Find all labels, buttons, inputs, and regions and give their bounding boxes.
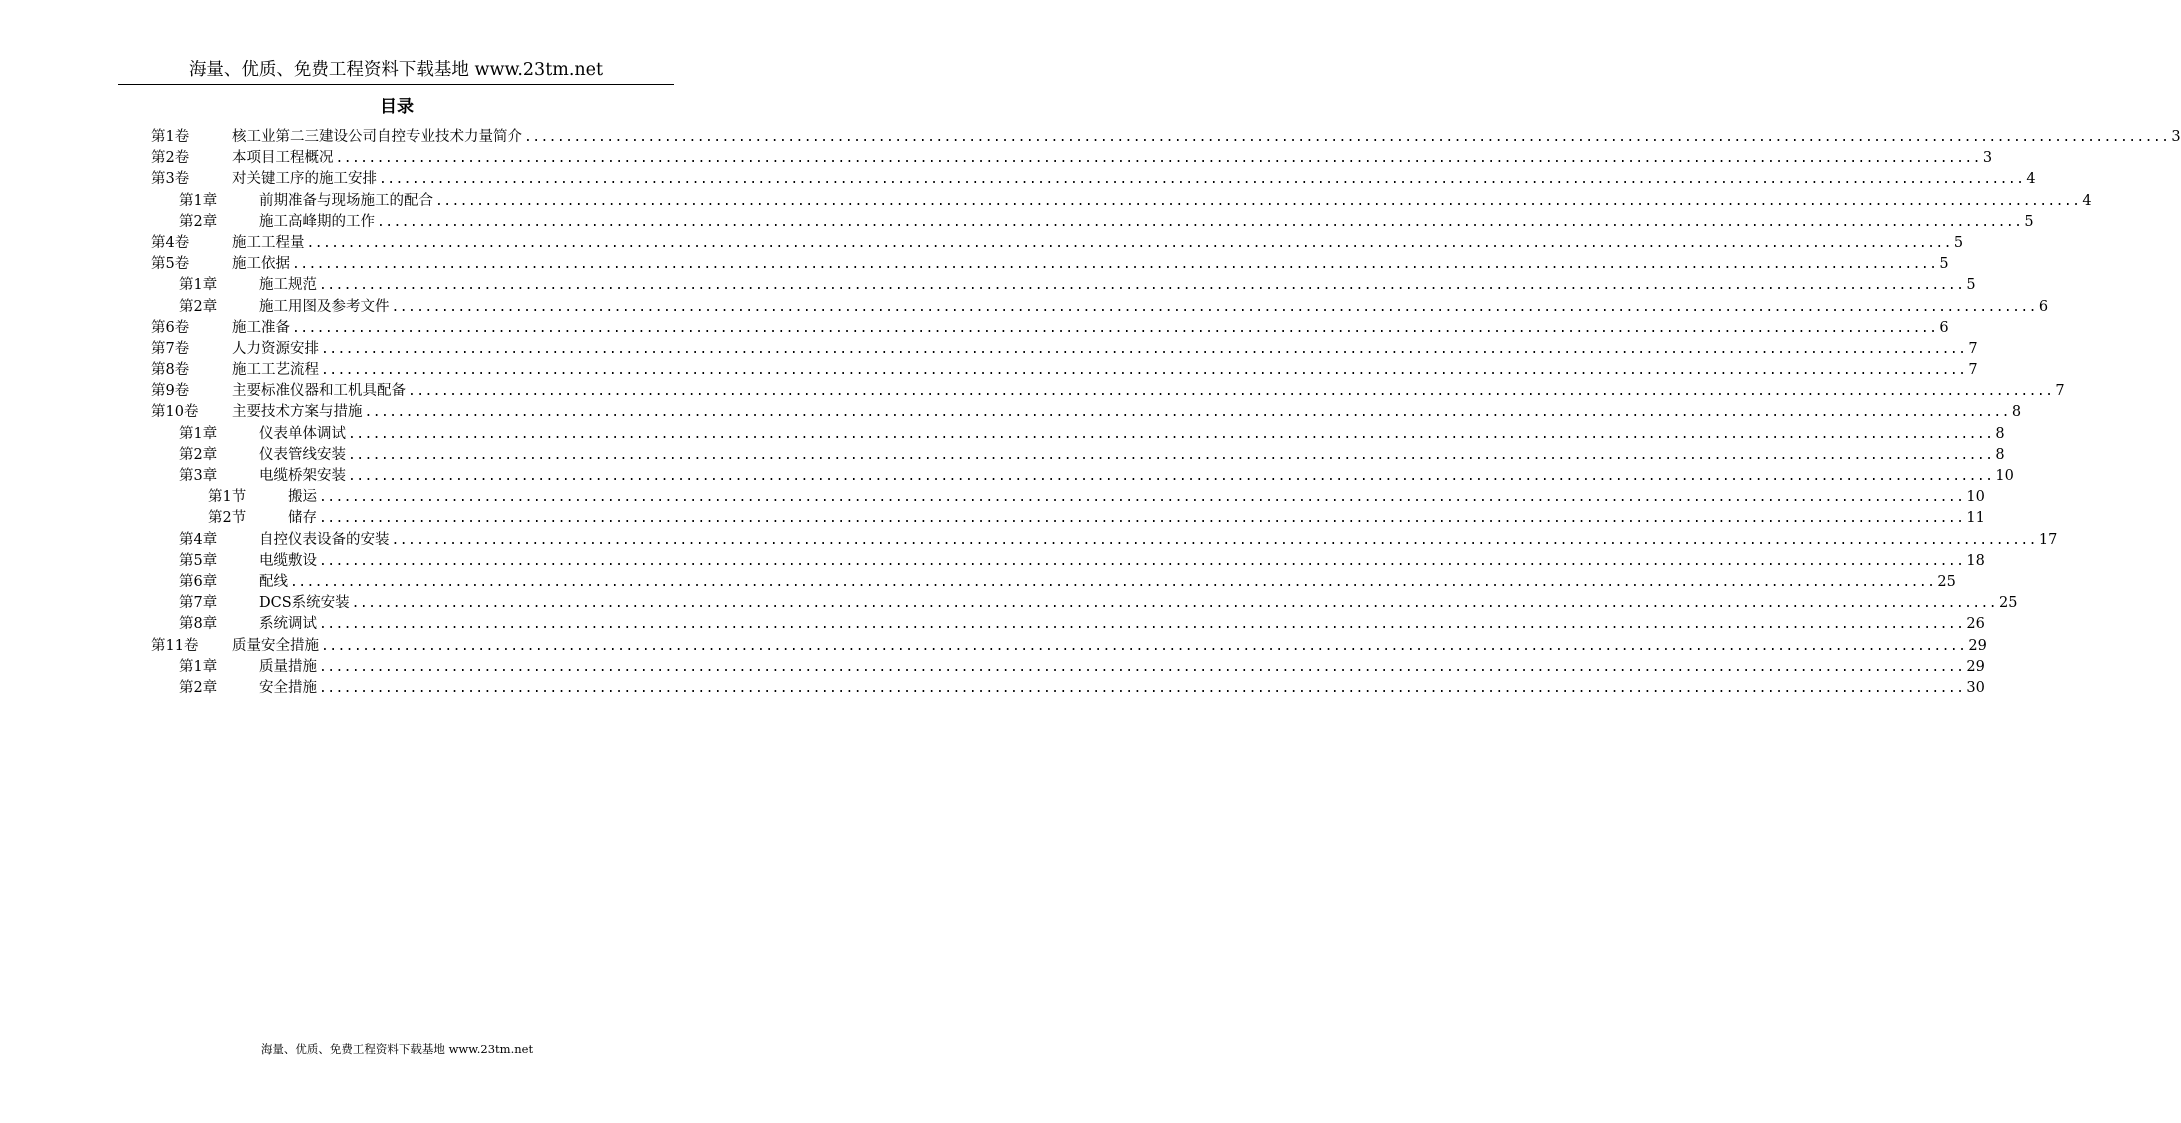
toc-entry[interactable] [0, 148, 1993, 169]
toc-leader-dots: ........................................................................................................................................................................................................ [319, 278, 1965, 294]
toc-entry-page: 25 [1999, 595, 2018, 612]
toc-entry[interactable] [0, 297, 2049, 318]
toc-entry-line [259, 466, 2014, 487]
toc-entry-line [232, 360, 1978, 381]
toc-leader-dots: ........................................................................................................................................................................................................ [524, 130, 2170, 145]
toc-entry-page: 29 [1968, 637, 1987, 654]
toc-leader-dots: ........................................................................................................................................................................................................ [351, 596, 1997, 612]
toc-entry-page: 7 [2055, 383, 2065, 400]
toc-entry-line [259, 657, 1985, 678]
toc-entry-number: 第1节 [208, 489, 247, 506]
toc-entry[interactable] [0, 572, 1956, 593]
toc-entry[interactable] [0, 402, 2022, 423]
toc-entry-line [259, 297, 2049, 318]
toc-entry-line [288, 487, 1985, 508]
toc-entry-title: 电缆敷设 [259, 552, 317, 569]
toc-entry-line [259, 678, 1985, 699]
toc-entry-title: 对关键工序的施工安排 [232, 171, 377, 188]
toc-entry-title: 核工业第二三建设公司自控专业技术力量简介 [232, 129, 522, 145]
toc-entry[interactable] [0, 339, 1978, 360]
toc-entry-page: 10 [1995, 468, 2014, 484]
toc-entry-title: 施工高峰期的工作 [259, 213, 375, 230]
toc-entry-line [259, 572, 1956, 593]
toc-entry-title: 施工规范 [259, 277, 317, 294]
toc-entry[interactable] [0, 657, 1985, 678]
toc-leader-dots: ........................................................................................................................................................................................................ [391, 299, 2037, 315]
toc-entry-line [259, 275, 1976, 296]
header-rule [118, 84, 674, 85]
toc-leader-dots: ........................................................................................................................................................................................................ [435, 193, 2081, 209]
toc-entry-number: 第5卷 [151, 256, 190, 273]
toc-entry-title: 主要技术方案与措施 [232, 404, 363, 421]
toc-leader-dots: ........................................................................................................................................................................................................ [321, 638, 1967, 654]
toc-entry-number: 第3卷 [151, 171, 190, 188]
toc-leader-dots: ........................................................................................................................................................................................................ [319, 659, 1965, 675]
toc-entry-line [232, 636, 1987, 657]
toc-entry-line [259, 530, 2058, 551]
toc-entry-title: 仪表管线安装 [259, 446, 346, 463]
toc-entry-number: 第1章 [179, 658, 218, 675]
toc-entry-number: 第4卷 [151, 234, 190, 251]
toc-entry-number: 第2节 [208, 510, 247, 527]
toc-entry[interactable] [0, 127, 2181, 148]
toc-entry[interactable] [0, 466, 2014, 487]
toc-entry-title: 储存 [288, 510, 317, 527]
toc-leader-dots: ........................................................................................................................................................................................................ [348, 447, 1994, 463]
toc-entry-title: 施工工艺流程 [232, 362, 319, 379]
toc-entry[interactable] [0, 360, 1978, 381]
toc-entry-title: 电缆桥架安装 [259, 468, 346, 484]
toc-leader-dots: ........................................................................................................................................................................................................ [377, 214, 2023, 230]
toc-entry-page: 8 [1995, 446, 2005, 463]
toc-entry-number: 第1章 [179, 425, 218, 442]
toc-entry-page: 4 [2082, 192, 2092, 209]
toc-entry[interactable] [0, 254, 1949, 275]
toc-entry-title: 本项目工程概况 [232, 150, 334, 167]
toc-leader-dots: ........................................................................................................................................................................................................ [348, 426, 1994, 442]
toc-entry[interactable] [0, 551, 1985, 572]
toc-leader-dots: ........................................................................................................................................................................................................ [319, 553, 1965, 569]
toc-leader-dots: ........................................................................................................................................................................................................ [348, 469, 1994, 484]
toc-entry[interactable] [0, 275, 1976, 296]
toc-entry-title: 人力资源安排 [232, 340, 319, 357]
toc-entry-page: 8 [1995, 425, 2005, 442]
toc-entry[interactable] [0, 636, 1987, 657]
toc-entry-page: 8 [2011, 404, 2022, 421]
toc-leader-dots: ........................................................................................................................................................................................................ [379, 172, 2025, 188]
toc-entry-title: 施工准备 [232, 319, 290, 336]
toc-entry-page: 25 [1937, 573, 1956, 590]
toc-entry-page: 7 [1968, 340, 1978, 357]
toc-entry-title: 施工用图及参考文件 [259, 298, 390, 315]
toc-entry-line [259, 191, 2092, 212]
toc-entry[interactable] [0, 191, 2092, 212]
toc-leader-dots: ........................................................................................................................................................................................................ [321, 341, 1967, 357]
toc-entry-title: 质量安全措施 [232, 637, 319, 654]
toc-entry-number: 第3章 [179, 468, 218, 484]
toc-entry[interactable] [0, 508, 1985, 529]
toc-entry-number: 第5章 [179, 552, 218, 569]
toc-entry-page: 30 [1966, 679, 1985, 696]
toc-entry-line [259, 614, 1985, 635]
toc-title: 目录 [380, 97, 414, 117]
toc-entry-page: 18 [1966, 552, 1985, 569]
toc-entry-page: 29 [1966, 658, 1985, 675]
toc-entry-title: 主要标准仪器和工机具配备 [232, 383, 406, 400]
toc-entry-page: 26 [1966, 616, 1985, 633]
toc-entry-line [232, 169, 2036, 190]
toc-entry[interactable] [0, 593, 2018, 614]
toc-entry-title: 前期准备与现场施工的配合 [259, 192, 433, 209]
toc-entry-title: 配线 [259, 573, 288, 590]
toc-leader-dots: ........................................................................................................................................................................................................ [319, 680, 1965, 696]
toc-entry-line [259, 212, 2034, 233]
toc-entry-line [259, 445, 2005, 466]
toc-leader-dots: ........................................................................................................................................................................................................ [319, 511, 1965, 527]
toc-entry-number: 第7卷 [151, 340, 190, 357]
toc-entry[interactable] [0, 678, 1985, 699]
toc-entry[interactable] [0, 614, 1985, 635]
toc-entry-line [232, 318, 1949, 339]
toc-entry-title: 施工工程量 [232, 234, 305, 251]
toc-entry-line [232, 148, 1993, 169]
page-footer: 海量、优质、免费工程资料下载基地 www.23tm.net [260, 1042, 534, 1056]
toc-entry-page: 6 [2038, 298, 2049, 315]
toc-entry-number: 第9卷 [151, 383, 190, 400]
toc-entry[interactable] [0, 530, 2058, 551]
toc-entry-page: 3 [1982, 150, 1993, 167]
toc-entry-number: 第2章 [179, 446, 218, 463]
toc-leader-dots: ........................................................................................................................................................................................................ [408, 384, 2054, 400]
toc-entry-line [232, 127, 2181, 148]
toc-entry-title: 施工依据 [232, 256, 290, 273]
toc-entry-line [259, 593, 2018, 614]
toc-entry-line [232, 381, 2065, 402]
toc-leader-dots: ........................................................................................................................................................................................................ [292, 257, 1938, 273]
toc-entry-number: 第2章 [179, 679, 218, 696]
toc-leader-dots: ........................................................................................................................................................................................................ [306, 235, 1952, 251]
toc-leader-dots: ........................................................................................................................................................................................................ [319, 617, 1965, 633]
toc-entry-number: 第6卷 [151, 319, 190, 336]
toc-entry-title: 自控仪表设备的安装 [259, 531, 390, 548]
toc-entry-number: 第4章 [179, 531, 218, 548]
table-of-contents [0, 127, 2181, 699]
toc-entry-number: 第1章 [179, 192, 218, 209]
toc-entry[interactable] [0, 318, 1949, 339]
toc-entry-title: 仪表单体调试 [259, 425, 346, 442]
toc-entry-number: 第8卷 [151, 362, 190, 379]
toc-entry-number: 第2章 [179, 213, 218, 230]
toc-entry-title: 系统调试 [259, 616, 317, 633]
toc-leader-dots: ........................................................................................................................................................................................................ [364, 405, 2010, 421]
toc-entry-page: 11 [1966, 510, 1985, 527]
toc-entry[interactable] [0, 381, 2065, 402]
toc-entry-line [232, 254, 1949, 275]
toc-entry[interactable] [0, 445, 2005, 466]
toc-entry[interactable] [0, 169, 2036, 190]
page-header: 海量、优质、免费工程资料下载基地 www.23tm.net [188, 60, 604, 80]
toc-leader-dots: ........................................................................................................................................................................................................ [391, 532, 2037, 548]
toc-entry-number: 第2章 [179, 298, 218, 315]
toc-entry-title: 质量措施 [259, 658, 317, 675]
toc-entry-page: 4 [2026, 171, 2036, 188]
toc-leader-dots: ........................................................................................................................................................................................................ [321, 363, 1967, 379]
toc-entry-number: 第1章 [179, 277, 218, 294]
toc-entry-page: 5 [2024, 213, 2034, 230]
toc-entry-title: DCS系统安装 [259, 595, 350, 612]
toc-entry-page: 10 [1966, 489, 1985, 506]
toc-entry-page: 17 [2038, 531, 2058, 548]
toc-entry-page: 5 [1966, 277, 1976, 294]
toc-entry-title: 搬运 [288, 489, 317, 506]
toc-entry-number: 第6章 [179, 573, 218, 590]
toc-entry-title: 安全措施 [259, 679, 317, 696]
toc-entry-number: 第7章 [179, 595, 218, 612]
toc-entry[interactable] [0, 487, 1985, 508]
toc-entry-page: 5 [1953, 234, 1964, 251]
toc-leader-dots: ........................................................................................................................................................................................................ [335, 151, 1981, 167]
toc-entry[interactable] [0, 233, 1964, 254]
toc-entry-number: 第10卷 [151, 404, 199, 421]
toc-entry-number: 第1卷 [151, 129, 190, 145]
toc-entry-line [232, 402, 2022, 423]
toc-entry-page: 5 [1939, 256, 1949, 273]
toc-entry-page: 3 [2171, 129, 2181, 145]
toc-leader-dots: ........................................................................................................................................................................................................ [319, 490, 1965, 506]
toc-entry-line [232, 339, 1978, 360]
toc-entry[interactable] [0, 424, 2005, 445]
toc-entry-number: 第2卷 [151, 150, 190, 167]
toc-entry-line [232, 233, 1964, 254]
toc-entry-line [288, 508, 1985, 529]
toc-entry[interactable] [0, 212, 2034, 233]
toc-entry-number: 第8章 [179, 616, 218, 633]
toc-entry-page: 7 [1968, 362, 1978, 379]
toc-leader-dots: ........................................................................................................................................................................................................ [292, 320, 1938, 336]
toc-entry-line [259, 551, 1985, 572]
toc-leader-dots: ........................................................................................................................................................................................................ [290, 574, 1936, 590]
toc-entry-line [259, 424, 2005, 445]
toc-entry-number: 第11卷 [151, 637, 199, 654]
toc-entry-page: 6 [1939, 319, 1949, 336]
